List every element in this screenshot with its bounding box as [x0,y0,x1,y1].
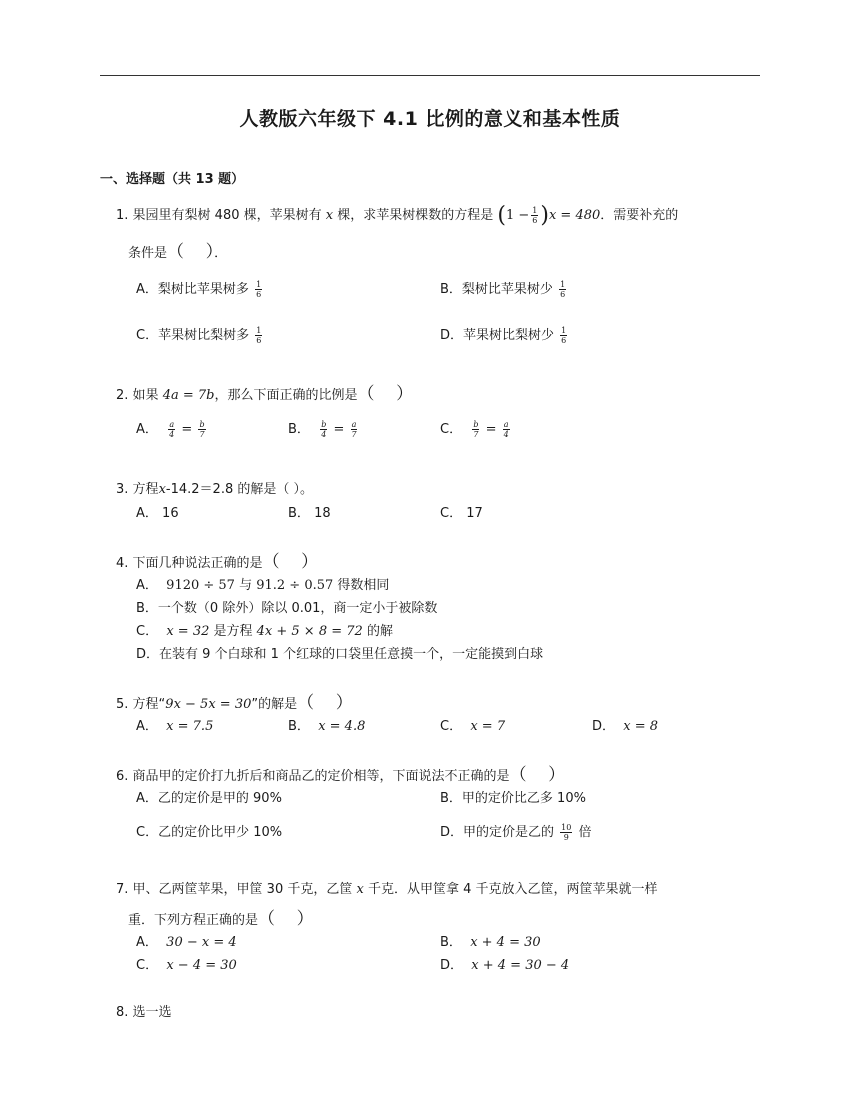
question-number: 6. [116,769,129,784]
option-a[interactable]: A． x = 7.5 [136,719,214,734]
question-3-stem: 3. 方程x-14.2＝2.8 的解是（ ）。 [116,482,313,497]
question-number: 7. [116,882,129,897]
option-b[interactable]: B． x = 4.8 [288,719,366,734]
question-8-stem: 8. 选一选 [116,1005,172,1020]
fraction: $\frac{1}{6}$ [256,280,262,299]
option-b[interactable]: B． $\frac{b}{4}$ = $\frac{a}{7}$ [288,420,357,439]
question-1-stem: 1. 果园里有梨树 480 棵，苹果树有 x 棵，求苹果树棵数的方程是 (1 − $\frac{1}{6}$ )x = 480．需要补充的 [116,203,679,228]
option-c[interactable]: C． x = 7 [440,719,506,734]
option-d[interactable]: D． x + 4 = 30 − 4 [440,958,570,973]
option-c[interactable]: C．苹果树比梨树多 $\frac{1}{6}$ [136,326,262,345]
question-number: 3. [116,482,129,497]
option-d[interactable]: D．在装有 9 个白球和 1 个红球的口袋里任意摸一个，一定能摸到白球 [136,647,544,662]
option-d[interactable]: D． x = 8 [592,719,659,734]
answer-blank[interactable]: （ ） [297,693,353,713]
answer-blank[interactable]: （ ） [258,909,314,929]
question-number: 1. [116,208,129,223]
option-b[interactable]: B．甲的定价比乙多 10% [440,791,586,806]
question-number: 5. [116,697,129,712]
question-number: 2. [116,388,129,403]
page-title: 人教版六年级下 4.1 比例的意义和基本性质 [239,108,621,130]
question-number: 8. [116,1005,129,1020]
option-d[interactable]: D．苹果树比梨树少 $\frac{1}{6}$ [440,326,567,345]
answer-blank[interactable]: （ ） [509,765,566,785]
fraction: $\frac{1}{6}$ [256,326,262,345]
option-a[interactable]: A． $\frac{a}{4}$ = $\frac{b}{7}$ [136,420,205,439]
option-b[interactable]: B． x + 4 = 30 [440,935,541,950]
option-c[interactable]: C． x = 32 是方程 4x + 5 × 8 = 72 的解 [136,624,393,639]
option-a[interactable]: A． 16 [136,506,179,521]
answer-blank[interactable]: （ ） [167,242,215,262]
option-a[interactable]: A．梨树比苹果树多 $\frac{1}{6}$ [136,280,262,299]
question-5-stem: 5. 方程“9x − 5x = 30”的解是（ ） [116,693,353,713]
fraction: $\frac{10}{9}$ [561,823,572,842]
answer-blank[interactable]: （ ） [357,384,414,404]
section-heading: 一、选择题（共 13 题） [100,172,245,187]
option-a[interactable]: A． 30 − x = 4 [136,935,237,950]
fraction: $\frac{1}{6}$ [561,326,567,345]
question-4-stem: 4. 下面几种说法正确的是（ ） [116,552,319,572]
option-a[interactable]: A．乙的定价是甲的 90% [136,791,282,806]
question-7-stem: 7. 甲、乙两筐苹果，甲筐 30 千克，乙筐 x 千克．从甲筐拿 4 千克放入乙筐，两筐苹果就一样 [116,882,658,897]
question-7-stem-line2: 重．下列方程正确的是（ ） [128,909,314,929]
option-c[interactable]: C． 17 [440,506,483,521]
option-a[interactable]: A． 9120 ÷ 57 与 91.2 ÷ 0.57 得数相同 [136,578,390,593]
fraction: $\frac{1}{6}$ [532,206,538,225]
question-6-stem: 6. 商品甲的定价打九折后和商品乙的定价相等，下面说法不正确的是（ ） [116,765,566,785]
option-c[interactable]: C． $\frac{b}{7}$ = $\frac{a}{4}$ [440,420,509,439]
option-b[interactable]: B． 18 [288,506,331,521]
question-2-stem: 2. 如果 4a = 7b，那么下面正确的比例是（ ） [116,384,414,404]
question-number: 4. [116,556,129,571]
question-1-stem-line2: 条件是（ ）． [128,242,228,262]
option-d[interactable]: D．甲的定价是乙的 $\frac{10}{9}$ 倍 [440,823,592,842]
option-b[interactable]: B．一个数（0 除外）除以 0.01，商一定小于被除数 [136,601,438,616]
answer-blank[interactable]: （ ） [262,552,319,572]
option-c[interactable]: C． x − 4 = 30 [136,958,237,973]
top-rule [100,75,760,76]
option-c[interactable]: C．乙的定价比甲少 10% [136,825,283,840]
fraction: $\frac{1}{6}$ [560,280,566,299]
option-b[interactable]: B．梨树比苹果树少 $\frac{1}{6}$ [440,280,566,299]
